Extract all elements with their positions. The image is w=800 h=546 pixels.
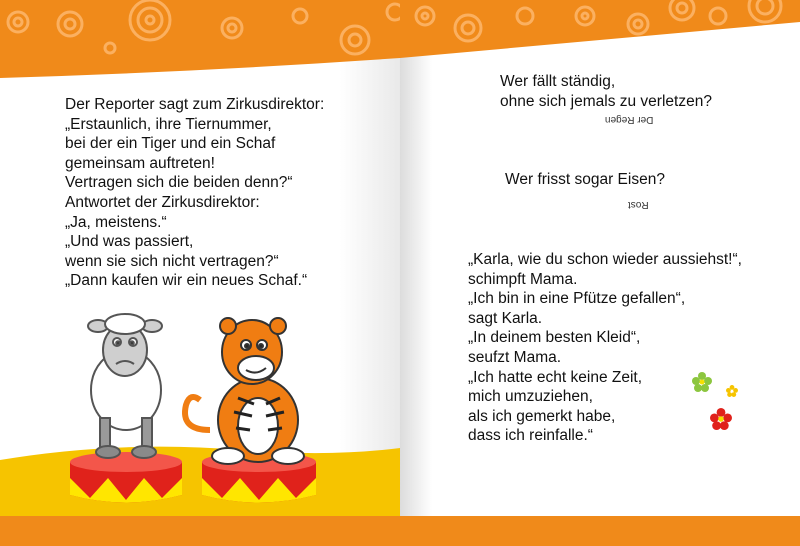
yellow-floor [0, 447, 400, 516]
red-flower-icon [710, 408, 732, 430]
riddle-rust-question: Wer frisst sogar Eisen? [505, 171, 665, 188]
riddle-rain-question: Wer fällt ständig, ohne sich jemals zu verletzen? [500, 73, 712, 110]
orange-footer-band [0, 516, 400, 546]
orange-banner [0, 0, 400, 80]
orange-banner [400, 0, 800, 80]
green-flower-icon [692, 372, 712, 392]
sheep-podium [70, 452, 182, 503]
orange-footer-band [400, 516, 800, 546]
karla-joke: „Karla, wie du schon wieder aussiehst!“, schimpft Mama. „Ich bin in eine Pfütze gefallen“, sagt Karla. „In deinem besten Kleid“, seufzt Mama. „Ich hatte echt keine Zeit, mich umzuziehen, als ich gemerkt habe, dass ich reinfalle.“ [468, 251, 742, 445]
riddle-rain-answer: Der Regen [605, 114, 654, 125]
circus-illustration [0, 300, 400, 516]
sheep [88, 314, 162, 458]
right-page [400, 0, 800, 546]
riddle-rust-answer: Rost [628, 199, 649, 210]
reporter-joke: Der Reporter sagt zum Zirkusdirektor: „Erstaunlich, ihre Tiernummer, bei der ein Tiger und ein Schaf gemeinsam auftreten! Vertragen sich die beiden denn?“ Antwortet der Zirkusdirektor: „Ja, meistens.“ „Und was passiert, wenn sie sich nicht vertragen?“ „Dann kaufen wir ein neues Schaf.“ [65, 96, 325, 290]
yellow-flower-icon [726, 385, 738, 397]
tiger [185, 318, 304, 464]
